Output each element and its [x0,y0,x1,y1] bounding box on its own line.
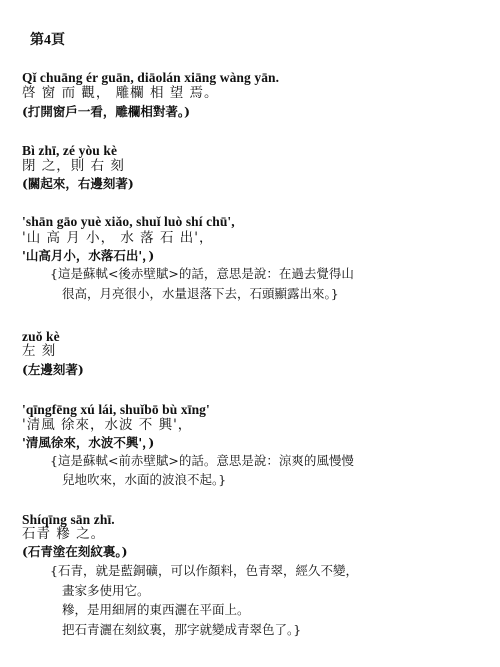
chinese-line: 石青 糝 之。 [22,526,106,542]
chinese-line: '山 高 月 小， 水 落 石 出'， [22,230,214,246]
translation-line: (左邊刻著) [22,362,84,377]
translation-line: (石青塗在刻紋裏。) [22,544,128,559]
pinyin-line: 'shān gāo yuè xiǎo, shuǐ luò shí chū', [22,214,235,229]
pinyin-line: 'qīngfēng xú lái, shuǐbō bù xīng' [22,402,210,417]
translation-line: '山高月小，水落石出'，) [22,248,155,263]
pinyin-line: Bì zhī, zé yòu kè [22,143,118,158]
note-line: 把石青灑在刻紋裏，那字就變成青翠色了。} [62,622,302,637]
chinese-line: 左 刻 [22,343,57,359]
pinyin-line: Qǐ chuāng ér guān, diāolán xiāng wàng yān. [22,70,280,85]
chinese-line: '清風 徐來，水波 不 興'， [22,417,193,433]
pinyin-line: zuǒ kè [22,329,60,344]
note-line: 糝，是用細屑的東西灑在平面上。 [62,602,250,617]
note-line: 兒地吹來，水面的波浪不起。} [62,472,227,487]
translation-line: '清風徐來，水波不興'，) [22,435,155,450]
chinese-line: 閉 之，則 右 刻 [22,158,125,174]
pinyin-line: Shíqīng sān zhī. [22,512,115,527]
chinese-line: 啓 窗 而 觀， 雕欄 相 望 焉。 [22,85,219,101]
translation-line: (關起來，右邊刻著) [22,176,134,191]
note-line: {這是蘇軾<後赤壁賦>的話，意思是說：在過去覺得山 [50,266,354,281]
page-label: 第4頁 [30,33,65,48]
note-line: 很高，月亮很小，水量退落下去，石頭顯露出來。} [62,286,339,301]
note-line: {這是蘇軾<前赤壁賦>的話。意思是說：涼爽的風慢慢 [50,453,354,468]
translation-line: (打開窗戶一看，雕欄相對著。) [22,104,191,119]
note-line: {石青，就是藍銅礦，可以作顏料，色青翠，經久不變， [50,563,358,578]
note-line: 畫家多使用它。 [62,583,150,598]
